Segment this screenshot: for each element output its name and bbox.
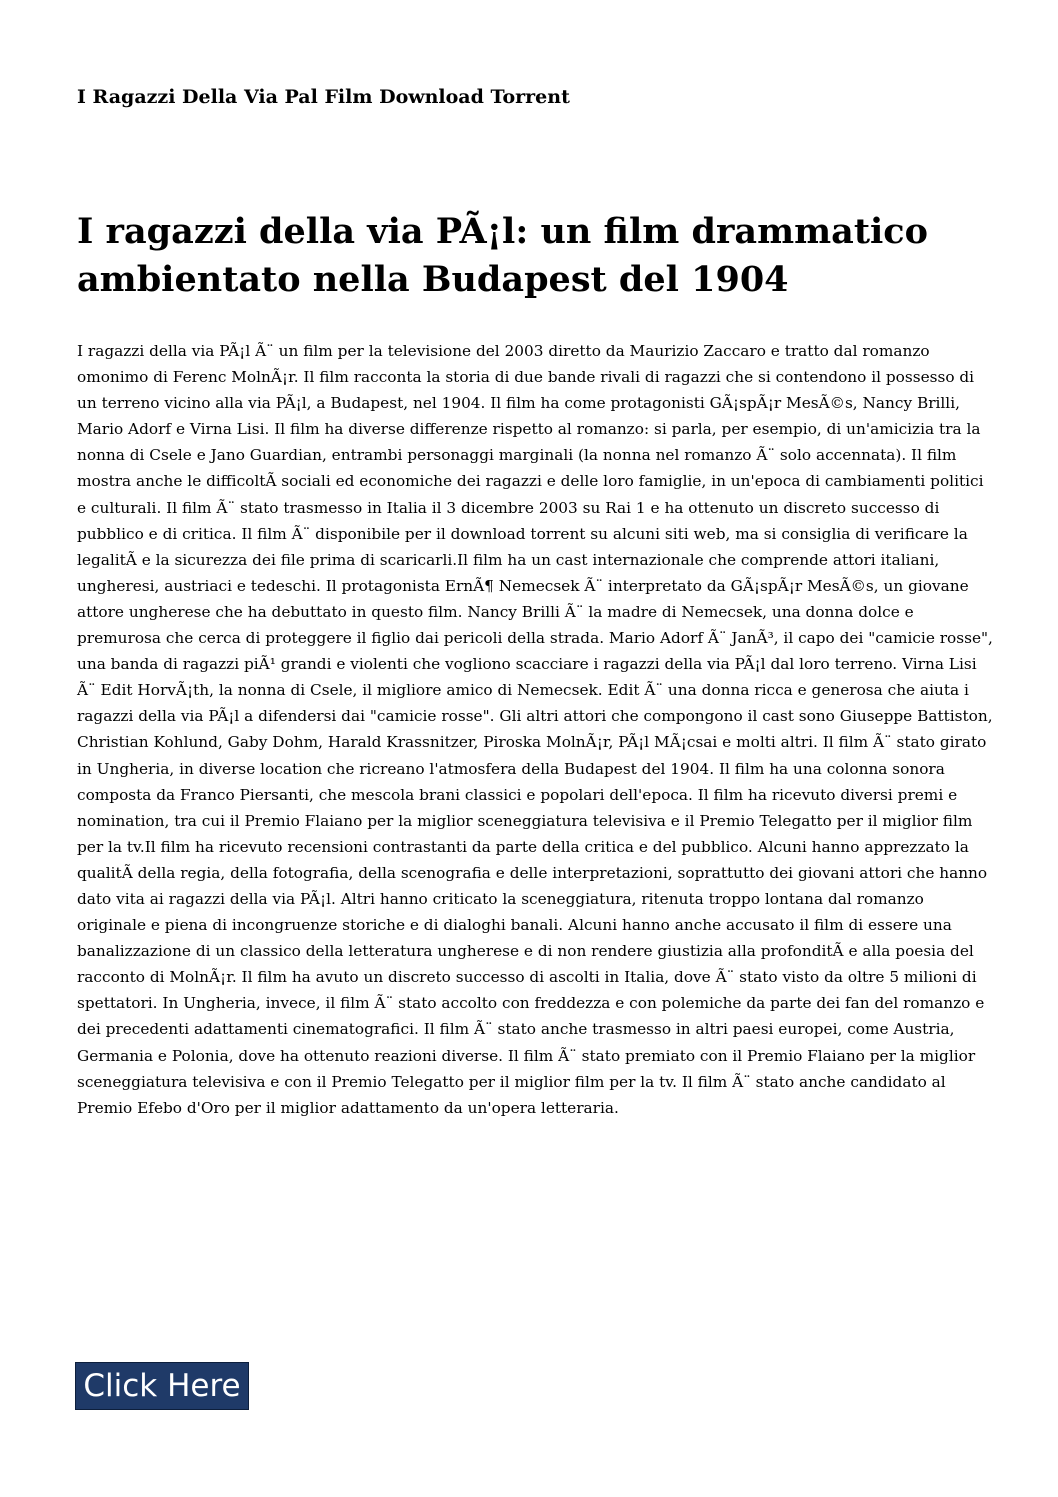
document-title: I Ragazzi Della Via Pal Film Download Torrent [77,86,570,108]
click-here-button[interactable]: Click Here [75,1362,249,1410]
article-body: I ragazzi della via PÃ¡l Ã¨ un film per la televisione del 2003 diretto da Maurizio Zaccaro e tratto dal romanzo omonimo di Ferenc MolnÃ¡r. Il film racconta la storia di due bande rivali di ragazzi che si contendono il possesso di un terreno vicino alla via PÃ¡l, a Budapest, nel 1904. Il film ha come protagonisti GÃ¡spÃ¡r MesÃ©s, Nancy Brilli, Mario Adorf e Virna Lisi. Il film ha diverse differenze rispetto al romanzo: si parla, per esempio, di un'amicizia tra la nonna di Csele e Jano Guardian, entrambi personaggi marginali (la nonna nel romanzo Ã¨ solo accennata). Il film mostra anche le difficoltÃ sociali ed economiche dei ragazzi e delle loro famiglie, in un'epoca di cambiamenti politici e culturali. Il film Ã¨ stato trasmesso in Italia il 3 dicembre 2003 su Rai 1 e ha ottenuto un discreto successo di pubblico e di critica. Il film Ã¨ disponibile per il download torrent su alcuni siti web, ma si consiglia di verificare la legalitÃ e la sicurezza dei file prima di scaricarli.Il film ha un cast internazionale che comprende attori italiani, ungheresi, austriaci e tedeschi. Il protagonista ErnÃ¶ Nemecsek Ã¨ interpretato da GÃ¡spÃ¡r MesÃ©s, un giovane attore ungherese che ha debuttato in questo film. Nancy Brilli Ã¨ la madre di Nemecsek, una donna dolce e premurosa che cerca di proteggere il figlio dai pericoli della strada. Mario Adorf Ã¨ JanÃ³, il capo dei "camicie rosse", una banda di ragazzi piÃ¹ grandi e violenti che vogliono scacciare i ragazzi della via PÃ¡l dal loro terreno. Virna Lisi Ã¨ Edit HorvÃ¡th, la nonna di Csele, il migliore amico di Nemecsek. Edit Ã¨ una donna ricca e generosa che aiuta i ragazzi della via PÃ¡l a difendersi dai "camicie rosse". Gli altri attori che compongono il cast sono Giuseppe Battiston, Christian Kohlund, Gaby Dohm, Harald Krassnitzer, Piroska MolnÃ¡r, PÃ¡l MÃ¡csai e molti altri. Il film Ã¨ stato girato in Ungheria, in diverse location che ricreano l'atmosfera della Budapest del 1904. Il film ha una colonna sonora composta da Franco Piersanti, che mescola brani classici e popolari dell'epoca. Il film ha ricevuto diversi premi e nomination, tra cui il Premio Flaiano per la miglior sceneggiatura televisiva e il Premio Telegatto per il miglior film per la tv.Il film ha ricevuto recensioni contrastanti da parte della critica e del pubblico. Alcuni hanno apprezzato la qualitÃ della regia, della fotografia, della scenografia e delle interpretazioni, soprattutto dei giovani attori che hanno dato vita ai ragazzi della via PÃ¡l. Altri hanno criticato la sceneggiatura, ritenuta troppo lontana dal romanzo originale e piena di incongruenze storiche e di dialoghi banali. Alcuni hanno anche accusato il film di essere una banalizzazione di un classico della letteratura ungherese e di non rendere giustizia alla profonditÃ e alla poesia del racconto di MolnÃ¡r. Il film ha avuto un discreto successo di ascolti in Italia, dove Ã¨ stato visto da oltre 5 milioni di spettatori. In Ungheria, invece, il film Ã¨ stato accolto con freddezza e con polemiche da parte dei fan del romanzo e dei precedenti adattamenti cinematografici. Il film Ã¨ stato anche trasmesso in altri paesi europei, come Austria, Germania e Polonia, dove ha ottenuto reazioni diverse. Il film Ã¨ stato premiato con il Premio Flaiano per la miglior sceneggiatura televisiva e con il Premio Telegatto per il miglior film per la tv. Il film Ã¨ stato anche candidato al Premio Efebo d'Oro per il miglior adattamento da un'opera letteraria. [77,342,993,1117]
article-headline: I ragazzi della via PÃ¡l: un film drammatico ambientato nella Budapest del 1904 [77,211,928,300]
